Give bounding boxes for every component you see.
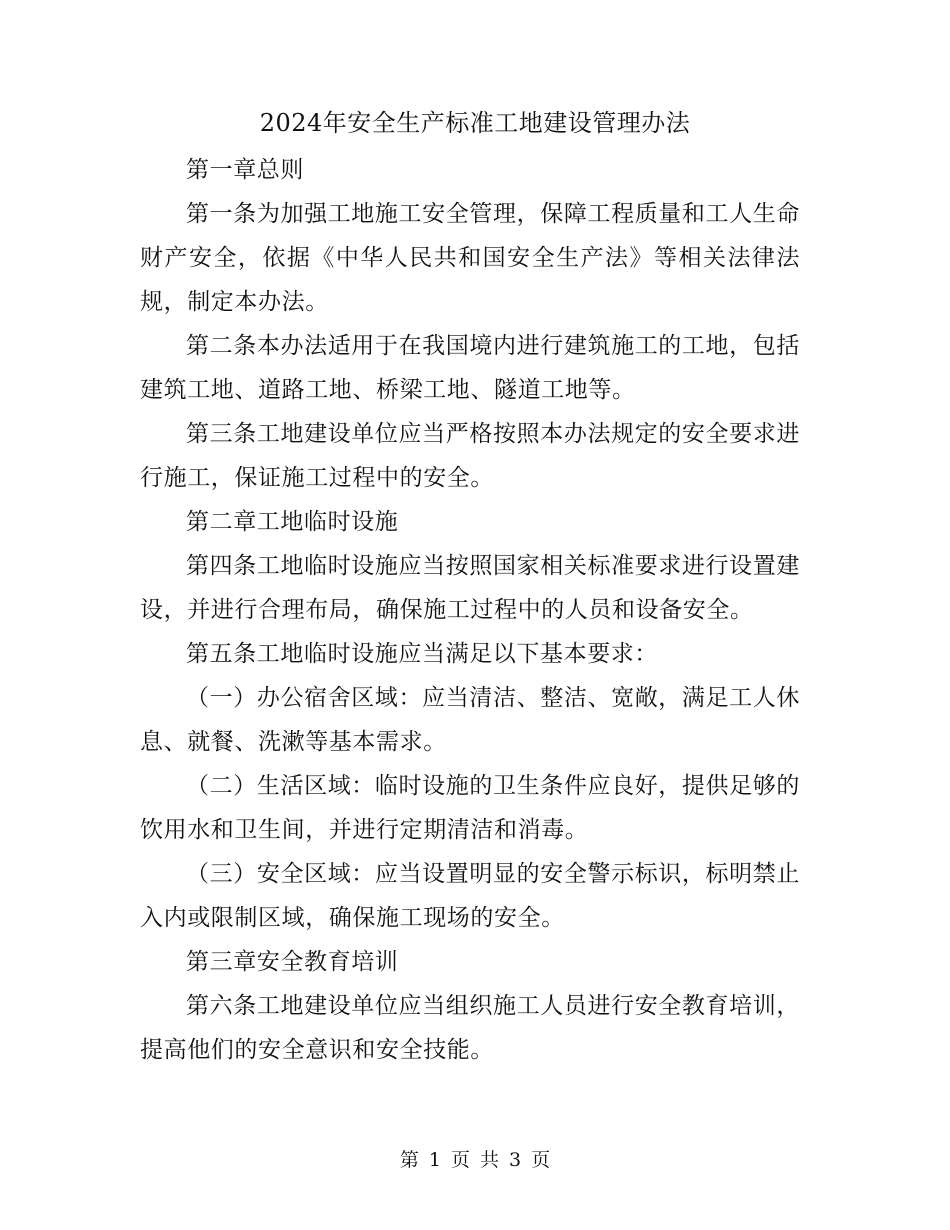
article-paragraph: 第四条工地临时设施应当按照国家相关标准要求进行设置建设，并进行合理布局，确保施工过程中的人员和设备安全。 [140,553,800,623]
list-item: （一）办公宿舍区域：应当清洁、整洁、宽敞，满足工人休息、就餐、洗漱等基本需求。 [140,685,800,755]
page-footer [0,1146,950,1174]
page-number: 第 1 页 共 3 页 [399,1149,551,1171]
article-paragraph: 第二条本办法适用于在我国境内进行建筑施工的工地，包括建筑工地、道路工地、桥梁工地、隧道工地等。 [140,333,800,403]
article-paragraph: 第三条工地建设单位应当严格按照本办法规定的安全要求进行施工，保证施工过程中的安全。 [140,421,800,491]
chapter-heading: 第三章安全教育培训 [186,949,399,975]
chapter-heading: 第二章工地临时设施 [186,509,399,535]
article-paragraph: 第一条为加强工地施工安全管理，保障工程质量和工人生命财产安全，依据《中华人民共和国安全生产法》等相关法律法规，制定本办法。 [140,201,800,315]
article-paragraph: 第六条工地建设单位应当组织施工人员进行安全教育培训，提高他们的安全意识和安全技能。 [140,993,800,1063]
list-item: （二）生活区域：临时设施的卫生条件应良好，提供足够的饮用水和卫生间，并进行定期清洁和消毒。 [140,773,800,843]
document-body [140,148,800,1072]
document-title: 2024年安全生产标准工地建设管理办法 [259,109,691,137]
list-item: （三）安全区域：应当设置明显的安全警示标识，标明禁止入内或限制区域，确保施工现场的安全。 [140,861,800,931]
chapter-heading: 第一章总则 [186,157,304,183]
article-paragraph: 第五条工地临时设施应当满足以下基本要求： [186,641,658,667]
